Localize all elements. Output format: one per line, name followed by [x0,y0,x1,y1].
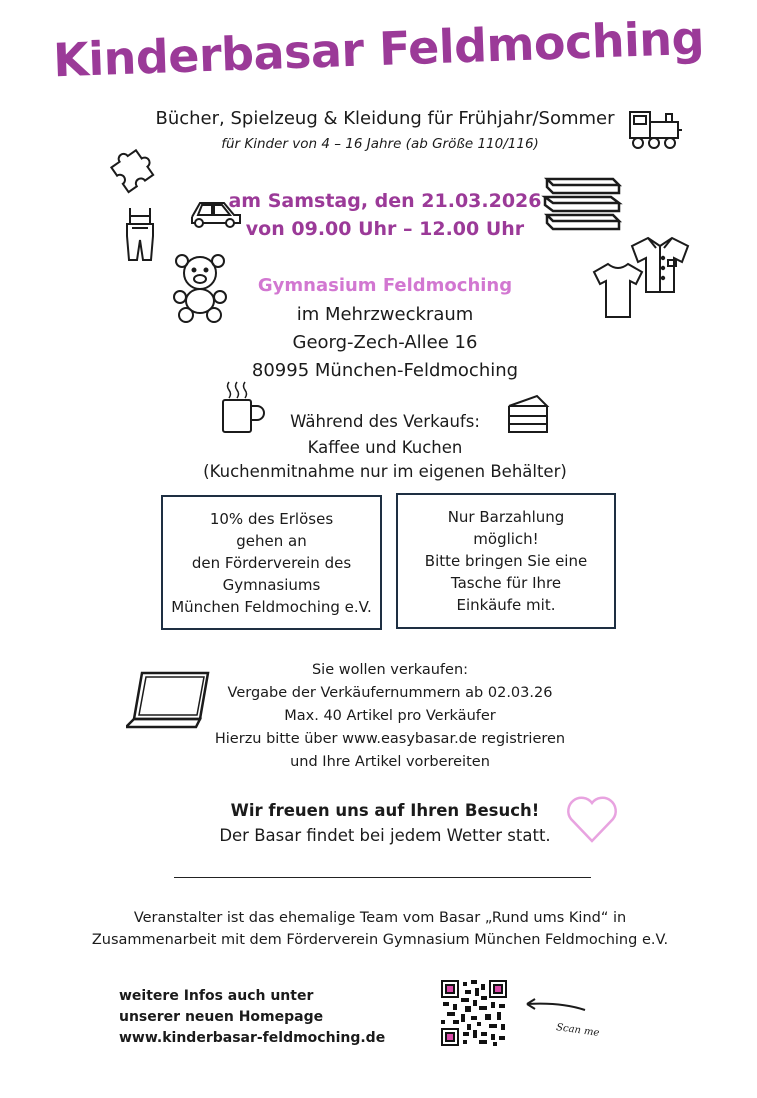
refreshments-line2: Kaffee und Kuchen [307,438,463,457]
cake-slice-icon [505,392,551,438]
box-right-line: Tasche für Ihre [450,574,562,592]
venue-room: im Mehrzweckraum [296,304,474,325]
organizer-line1: Veranstalter ist das ehemalige Team vom Basar „Rund ums Kind“ in [133,910,627,926]
scan-label: Scan me [555,1022,600,1039]
sellers-line4: Hierzu bitte über www.easybasar.de registrieren [214,731,566,747]
venue-city: 80995 München-Feldmoching [251,360,519,381]
box-right-line: Bitte bringen Sie eine [424,552,588,570]
more-info-line1: weitere Infos auch unter [119,988,314,1004]
more-info-line2: unserer neuen Homepage [119,1009,324,1025]
weather-text: Der Basar findet bei jedem Wetter statt. [219,826,551,845]
subtitle: Bücher, Spielzeug & Kleidung für Frühjahr/Sommer [155,108,615,129]
sellers-line5: und Ihre Artikel vorbereiten [290,754,490,770]
qr-code-icon[interactable] [441,980,507,1046]
sellers-line2: Vergabe der Verkäufernummern ab 02.03.26 [227,685,553,701]
box-left-line: 10% des Erlöses [209,509,334,528]
divider [174,877,591,878]
tshirt-icon [590,260,646,320]
sellers-line1: Sie wollen verkaufen: [311,662,469,678]
donation-info-box [161,495,382,630]
books-icon [541,171,625,243]
puzzle-icon [103,137,163,197]
payment-info-box [396,493,616,629]
box-left-line: Gymnasiums [222,575,321,594]
teddy-bear-icon [170,251,230,325]
box-right-line: Nur Barzahlung [447,508,565,526]
event-time: von 09.00 Uhr – 12.00 Uhr [245,218,525,240]
refreshments-line1: Während des Verkaufs: [290,412,480,431]
box-left-line: den Förderverein des [191,553,352,572]
coffee-mug-icon [217,378,267,436]
arrow-icon [521,996,589,1020]
organizer-line2: Zusammenarbeit mit dem Förderverein Gymnasium München Feldmoching e.V. [91,932,669,948]
venue-street: Georg-Zech-Allee 16 [292,332,478,353]
box-left-line: gehen an [236,531,307,550]
car-icon [188,193,246,233]
box-right-line: Einkäufe mit. [456,596,556,614]
age-info: für Kinder von 4 – 16 Jahre (ab Größe 110/116) [221,136,539,152]
welcome-text: Wir freuen uns auf Ihren Besuch! [230,801,540,820]
homepage-link[interactable]: www.kinderbasar-feldmoching.de [119,1030,386,1046]
box-left-line: München Feldmoching e.V. [171,597,372,616]
train-icon [626,106,686,152]
event-date: am Samstag, den 21.03.2026 [228,190,542,212]
box-right-line: möglich! [473,530,539,548]
venue-name: Gymnasium Feldmoching [257,275,513,296]
page-title: Kinderbasar Feldmoching [52,10,705,88]
laptop-icon [126,667,220,733]
lederhosen-icon [123,206,157,264]
refreshments-line3: (Kuchenmitnahme nur im eigenen Behälter) [203,462,567,481]
heart-icon [565,793,619,845]
sellers-line3: Max. 40 Artikel pro Verkäufer [284,708,496,724]
